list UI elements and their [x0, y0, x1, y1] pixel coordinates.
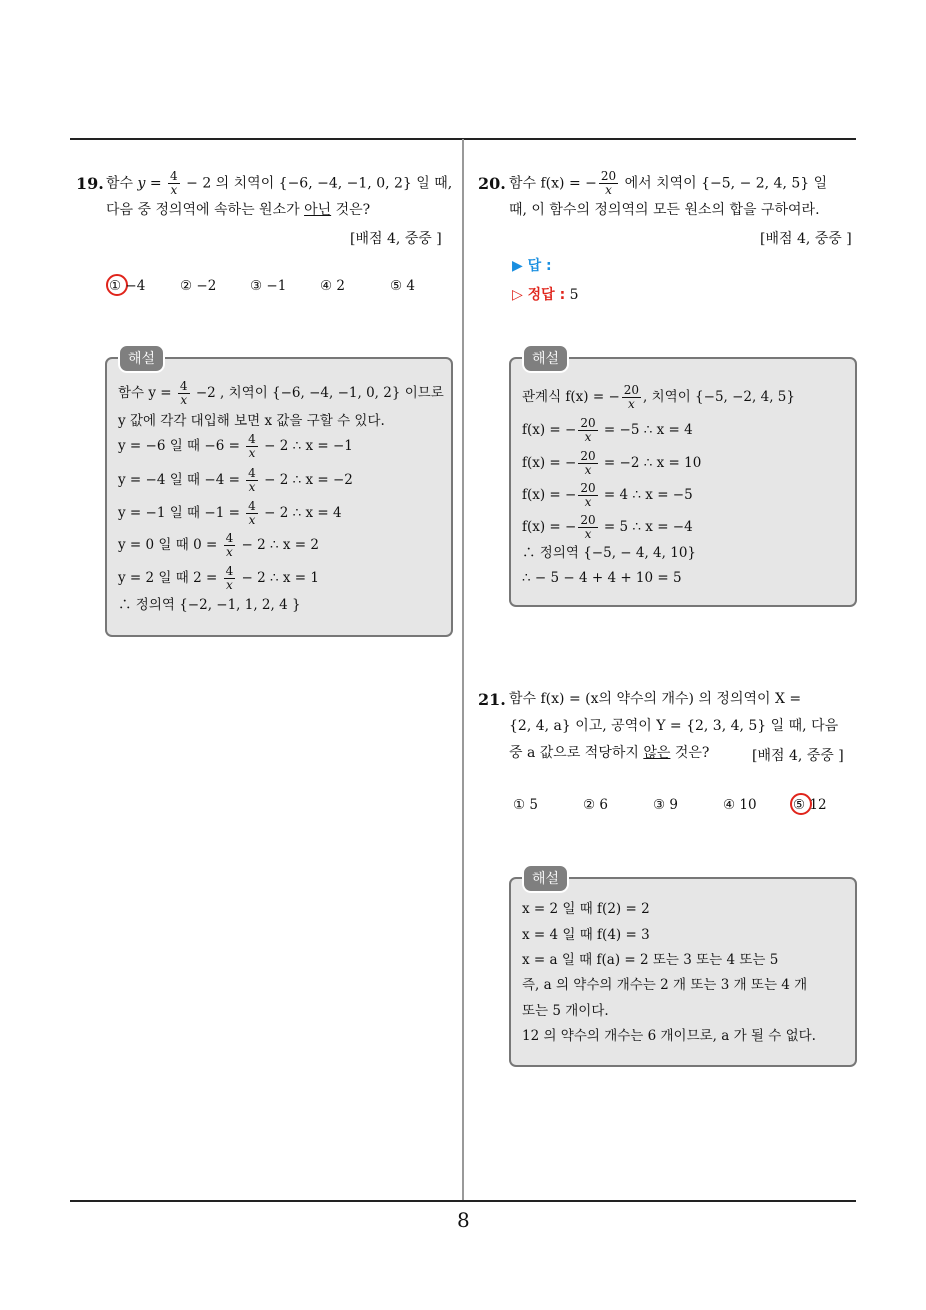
solution-line: f(x) = − $\frac{20}{x}$ = 5 ∴ x = −4: [522, 513, 693, 541]
choice-5[interactable]: ⑤ 4: [390, 278, 415, 294]
score-difficulty: [배점 4, 중중 ]: [760, 231, 852, 247]
solution-line: x = 2 일 때 f(2) = 2: [522, 901, 650, 917]
choice-1[interactable]: ① 5: [513, 797, 538, 813]
solution-line: f(x) = − $\frac{20}{x}$ = 4 ∴ x = −5: [522, 481, 693, 509]
question-number: 20.: [478, 174, 506, 193]
choice-4[interactable]: ④ 2: [320, 278, 345, 294]
choice-4[interactable]: ④ 10: [723, 797, 757, 813]
choice-2[interactable]: ② 6: [583, 797, 608, 813]
question-text: 다음 중 정의역에 속하는 원소가 아닌 것은?: [106, 202, 371, 218]
fraction: $\frac{4}{x}$: [170, 169, 178, 197]
choice-5[interactable]: ⑤ 12: [793, 797, 827, 813]
page-number: 8: [457, 1208, 470, 1232]
question-text: 중 a 값으로 적당하지 않은 것은?: [509, 745, 710, 761]
solution-line: f(x) = − $\frac{20}{x}$ = −5 ∴ x = 4: [522, 416, 693, 444]
solution-line: 관계식 f(x) = − $\frac{20}{x}$ , 치역이 {−5, −2, 4, 5}: [522, 383, 795, 411]
footer-rule: [70, 1200, 856, 1202]
solution-line: y = −6 일 때 −6 = $\frac{4}{x}$ − 2 ∴ x = −1: [118, 432, 353, 460]
solution-badge: 해설: [522, 344, 569, 373]
solution-line: y 값에 각각 대입해 보면 x 값을 구할 수 있다.: [118, 413, 385, 429]
solution-line: 함수 y = $\frac{4}{x}$ −2 , 치역이 {−6, −4, −1, 0, 2} 이므로: [118, 379, 444, 407]
solution-line: y = 0 일 때 0 = $\frac{4}{x}$ − 2 ∴ x = 2: [118, 531, 319, 559]
solution-line: ∴ 정의역 {−2, −1, 1, 2, 4 }: [118, 597, 301, 613]
choice-3[interactable]: ③ 9: [653, 797, 678, 813]
solution-line: y = −1 일 때 −1 = $\frac{4}{x}$ − 2 ∴ x = 4: [118, 499, 342, 527]
solution-line: y = 2 일 때 2 = $\frac{4}{x}$ − 2 ∴ x = 1: [118, 564, 319, 592]
question-number: 19.: [76, 174, 104, 193]
answer-label: ▶ 답 :: [512, 258, 552, 274]
solution-badge: 해설: [522, 864, 569, 893]
solution-line: 12 의 약수의 개수는 6 개이므로, a 가 될 수 없다.: [522, 1028, 816, 1044]
solution-line: ∴ 정의역 {−5, − 4, 4, 10}: [522, 545, 696, 561]
solution-line: x = 4 일 때 f(4) = 3: [522, 927, 650, 943]
choice-2[interactable]: ② −2: [180, 278, 217, 294]
question-text: 때, 이 함수의 정의역의 모든 원소의 합을 구하여라.: [509, 202, 820, 218]
solution-line: 또는 5 개이다.: [522, 1003, 609, 1019]
question-text: {2, 4, a} 이고, 공역이 Y = {2, 3, 4, 5} 일 때, 다음: [509, 718, 839, 734]
question-number: 21.: [478, 690, 506, 709]
solution-line: ∴ − 5 − 4 + 4 + 10 = 5: [522, 570, 682, 586]
choice-3[interactable]: ③ −1: [250, 278, 287, 294]
score-difficulty: [배점 4, 중중 ]: [350, 231, 442, 247]
fraction: $\frac{20}{x}$: [600, 169, 617, 197]
solution-line: y = −4 일 때 −4 = $\frac{4}{x}$ − 2 ∴ x = −2: [118, 466, 353, 494]
choice-1[interactable]: ① −4: [109, 278, 146, 294]
question-text: 함수 f(x) = (x의 약수의 개수) 의 정의역이 X =: [509, 691, 802, 707]
column-divider: [462, 139, 464, 1201]
solution-badge: 해설: [118, 344, 165, 373]
solution-line: f(x) = − $\frac{20}{x}$ = −2 ∴ x = 10: [522, 449, 702, 477]
score-difficulty: [배점 4, 중중 ]: [752, 748, 844, 764]
question-text: 함수 f(x) = − $\frac{20}{x}$ 에서 치역이 {−5, − 2, 4, 5} 일: [509, 169, 828, 197]
question-text: 함수 y = $\frac{4}{x}$ − 2 의 치역이 {−6, −4, −1, 0, 2} 일 때,: [106, 169, 453, 197]
solution-line: 즉, a 의 약수의 개수는 2 개 또는 3 개 또는 4 개: [522, 977, 808, 993]
correct-answer: ▷ 정답 : 5: [512, 287, 579, 303]
solution-line: x = a 일 때 f(a) = 2 또는 3 또는 4 또는 5: [522, 952, 779, 968]
